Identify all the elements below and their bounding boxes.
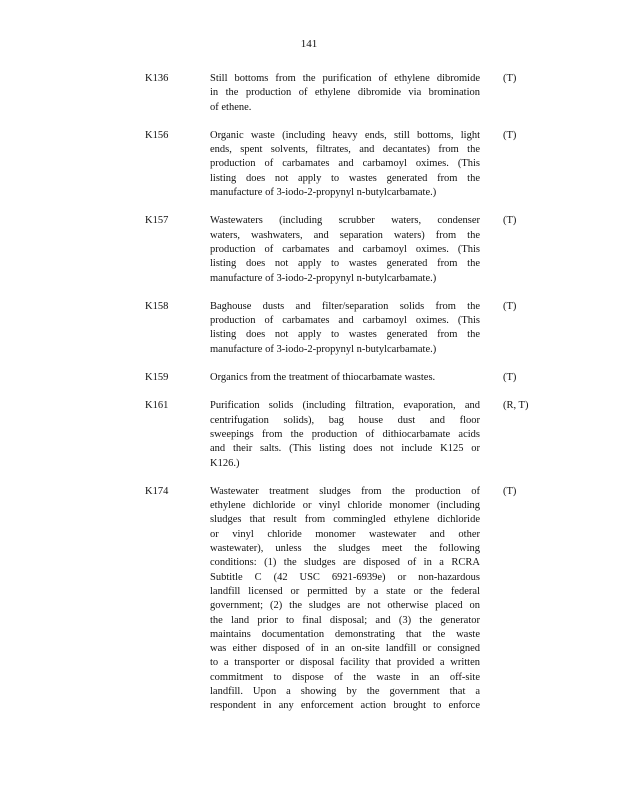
description-line: Still bottoms from the purification of ethylene dibromide	[210, 73, 480, 84]
waste-entry-k159	[0, 371, 618, 385]
hazard-code: (T)	[503, 129, 517, 141]
description-line: wastewater), unless the sludges meet the following	[210, 543, 480, 555]
hazard-code: (T)	[503, 485, 517, 497]
description-line: Wastewaters (including scrubber waters, condenser	[210, 215, 480, 227]
description-line: landfill licensed or permitted by a state or the federal	[210, 585, 480, 597]
description-line: Wastewater treatment sludges from the production of	[210, 485, 480, 497]
hazard-code: (T)	[503, 300, 517, 312]
description-line: sludges that result from commingled ethylene dichloride	[210, 514, 480, 526]
description-line: ethylene dichloride or vinyl chloride monomer (including	[210, 500, 480, 512]
hazard-code: (T)	[503, 73, 517, 84]
description-line: landfill. Upon a showing by the government that a	[210, 685, 480, 697]
hazard-code: (T)	[503, 372, 517, 384]
description-line: production of carbamates and carbamoyl oximes. (This	[210, 158, 480, 170]
description-line: to a transporter or disposal facility that provided a written	[210, 657, 480, 669]
hazard-code: (R, T)	[503, 400, 529, 412]
description-line: commitment to dispose of the waste in an off-site	[210, 671, 480, 683]
description-line: Organic waste (including heavy ends, still bottoms, light	[210, 129, 480, 141]
waste-code: K158	[145, 300, 169, 312]
waste-entry-k174	[0, 485, 618, 714]
description-line: Subtitle C (42 USC 6921-6939e) or non-hazardous	[210, 571, 480, 583]
description-line: listing does not apply to wastes generated from the	[210, 329, 480, 341]
description-line: government; (2) the sludges are not otherwise placed on	[210, 600, 480, 612]
description-line: manufacture of 3-iodo-2-propynyl n-butylcarbamate.)	[210, 272, 437, 284]
hazard-code: (T)	[503, 215, 517, 227]
description-line: Baghouse dusts and filter/separation solids from the	[210, 300, 480, 312]
description-line: respondent in any enforcement action brought to enforce	[210, 700, 480, 712]
description-line: K126.)	[210, 457, 240, 469]
waste-entry-k161	[0, 399, 618, 470]
waste-code: K157	[145, 215, 169, 227]
waste-entry-k157	[0, 214, 618, 285]
waste-description	[210, 214, 480, 285]
description-line: waters, washwaters, and separation waters) from the	[210, 229, 480, 241]
waste-entry-k136	[0, 72, 618, 115]
waste-code: K159	[145, 372, 169, 384]
description-line: the land prior to final disposal; and (3) the generator	[210, 614, 480, 626]
description-line: listing does not apply to wastes generated from the	[210, 258, 480, 270]
page-number: 141	[300, 38, 318, 50]
description-line: production of carbamates and carbamoyl oximes. (This	[210, 315, 480, 327]
description-line: was either disposed of in an on-site landfill or consigned	[210, 643, 480, 655]
waste-description	[210, 485, 480, 714]
waste-code: K156	[145, 129, 169, 141]
waste-description	[210, 371, 480, 385]
waste-entry-k158	[0, 300, 618, 357]
waste-description	[210, 300, 480, 357]
description-line: manufacture of 3-iodo-2-propynyl n-butylcarbamate.)	[210, 343, 437, 355]
description-line: and their salts. (This listing does not include K125 or	[210, 443, 480, 455]
waste-entry-k156	[0, 129, 618, 200]
description-line: Organics from the treatment of thiocarbamate wastes.	[210, 372, 436, 384]
description-line: Purification solids (including filtration, evaporation, and	[210, 400, 480, 412]
description-line: manufacture of 3-iodo-2-propynyl n-butylcarbamate.)	[210, 187, 437, 199]
description-line: of ethene.	[210, 101, 252, 113]
waste-code: K174	[145, 485, 169, 497]
description-line: or vinyl chloride monomer wastewater and other	[210, 528, 480, 540]
waste-code: K136	[145, 73, 169, 84]
description-line: conditions: (1) the sludges are disposed of in a RCRA	[210, 557, 480, 569]
description-line: listing does not apply to wastes generated from the	[210, 172, 480, 184]
waste-description	[210, 129, 480, 200]
description-line: in the production of ethylene dibromide via bromination	[210, 87, 480, 99]
description-line: sweepings from the production of dithiocarbamate acids	[210, 428, 480, 440]
description-line: maintains documentation demonstrating that the waste	[210, 628, 480, 640]
waste-listing-table	[0, 72, 618, 728]
description-line: ends, spent solvents, filtrates, and decantates) from the	[210, 144, 480, 156]
description-line: production of carbamates and carbamoyl oximes. (This	[210, 243, 480, 255]
description-line: centrifugation solids), bag house dust and floor	[210, 414, 480, 426]
waste-description	[210, 72, 480, 115]
waste-code: K161	[145, 400, 169, 412]
waste-description	[210, 399, 480, 470]
